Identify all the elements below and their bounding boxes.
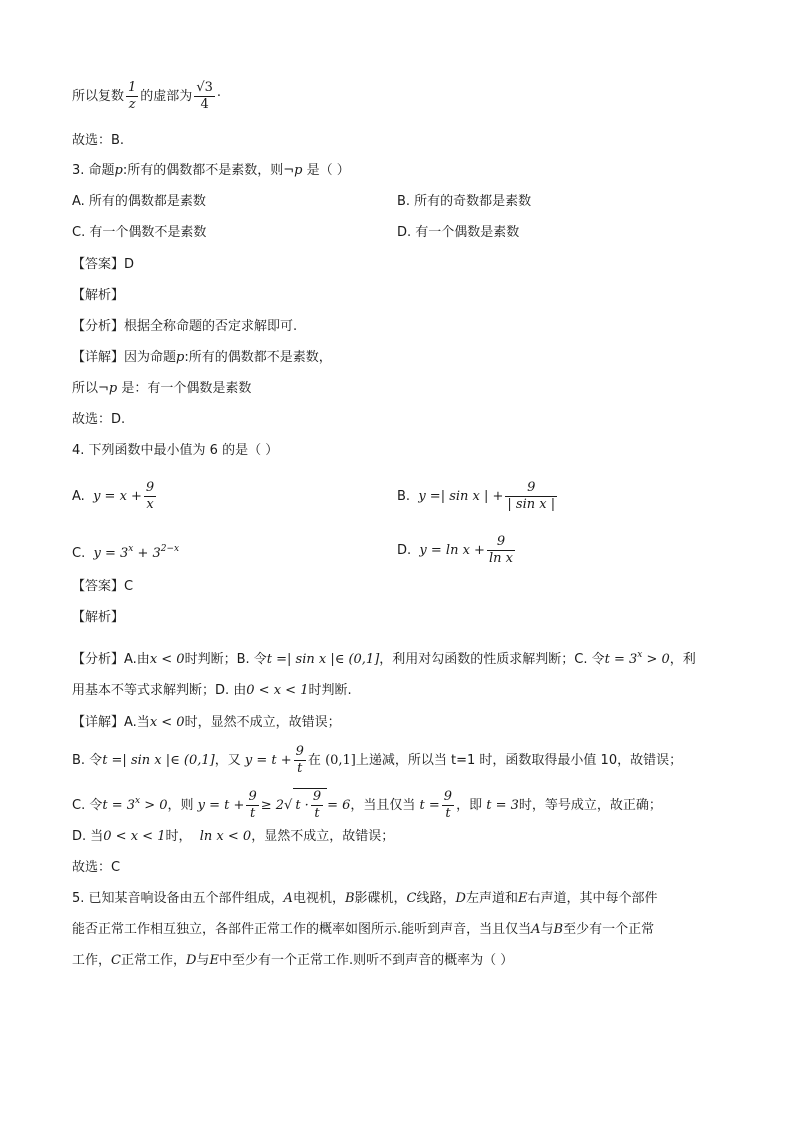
frac-den: t bbox=[445, 806, 451, 821]
math: E bbox=[209, 953, 219, 968]
q4-b-expr: y =| sin x | + bbox=[418, 489, 504, 504]
math: t = bbox=[419, 798, 440, 813]
math: B bbox=[553, 922, 564, 937]
q4-detail-b bbox=[72, 744, 682, 777]
text: 与 bbox=[540, 922, 554, 937]
frac-den: ln x bbox=[488, 551, 513, 566]
q3-stem-b: :所有的偶数都不是素数，则 bbox=[122, 163, 284, 178]
q3-answer: 【答案】D bbox=[72, 257, 135, 272]
math: B bbox=[344, 891, 355, 906]
q3-notp: ¬p bbox=[98, 381, 118, 396]
frac-num: 9 bbox=[145, 480, 155, 495]
text: ，当且仅当 bbox=[350, 798, 416, 813]
text: D. 当 bbox=[72, 829, 104, 844]
q4-detail-d bbox=[72, 828, 394, 846]
math: t · bbox=[295, 798, 309, 813]
text: ，利 bbox=[669, 652, 696, 667]
text: 中至少有一个正常工作.则听不到声音的概率为（ ） bbox=[218, 953, 514, 968]
q3-detail bbox=[72, 349, 332, 367]
text: 5. 已知某音响设备由五个部件组成， bbox=[72, 891, 284, 906]
math: (0,1] bbox=[325, 753, 356, 768]
q3-option-b: B. 所有的奇数都是素数 bbox=[397, 194, 532, 209]
math: ln x < 0 bbox=[199, 829, 252, 844]
math: C bbox=[406, 891, 417, 906]
math: t = 3 bbox=[486, 798, 519, 813]
text: ，利用对勾函数的性质求解判断；C. 令 bbox=[379, 652, 605, 667]
math-sup: x bbox=[637, 650, 643, 660]
text: 能否正常工作相互独立，各部件正常工作的概率如图所示.能听到声音，当且仅当 bbox=[72, 922, 532, 937]
math: E bbox=[517, 891, 528, 906]
frac-den: 4 bbox=[200, 97, 209, 112]
q4-option-a bbox=[72, 480, 158, 513]
q4-option-d bbox=[397, 534, 517, 567]
q3-so-a: 所以 bbox=[72, 381, 99, 396]
text: 时， bbox=[165, 829, 192, 844]
text: 时判断. bbox=[308, 683, 352, 698]
q4-c-base: y = 3 bbox=[93, 546, 129, 561]
frac-num: √3 bbox=[196, 80, 213, 95]
text: B. 令 bbox=[72, 753, 103, 768]
q4-d-frac bbox=[487, 534, 515, 567]
math: t =| sin x |∈ (0,1] bbox=[102, 753, 215, 768]
math: y = t + bbox=[197, 798, 245, 813]
q3-p: p bbox=[114, 163, 123, 178]
q3-stem-c: 是（ ） bbox=[302, 163, 350, 178]
frac-num: 9 bbox=[487, 534, 515, 551]
q4-analysis-line2 bbox=[72, 682, 352, 700]
frac-den: t bbox=[314, 806, 320, 821]
q3-option-c: C. 有一个偶数不是素数 bbox=[72, 225, 207, 240]
math: D bbox=[185, 953, 197, 968]
text: 时，等号成立，故正确； bbox=[518, 798, 662, 813]
q4-detail-b-frac bbox=[294, 744, 306, 777]
math: y = t + bbox=[244, 753, 292, 768]
math: 0 < x < 1 bbox=[246, 683, 309, 698]
q3-stem-a: 3. 命题 bbox=[72, 163, 115, 178]
text: 影碟机， bbox=[354, 891, 407, 906]
conclusion-prefix: 所以复数 bbox=[72, 89, 125, 104]
frac-den: t bbox=[297, 761, 303, 776]
text: ，又 bbox=[214, 753, 241, 768]
q4-stem: 4. 下列函数中最小值为 6 的是（ ） bbox=[72, 443, 279, 458]
frac-den: z bbox=[128, 97, 136, 112]
q5-line1 bbox=[72, 890, 657, 908]
math: t = 3 bbox=[604, 652, 638, 667]
math: x < 0 bbox=[149, 715, 185, 730]
q4-b-label: B. bbox=[397, 489, 411, 504]
math: = 6 bbox=[327, 798, 351, 813]
frac-num: 1 bbox=[128, 80, 137, 95]
q4-c-exp2: 2−x bbox=[160, 544, 180, 554]
math: A bbox=[531, 922, 541, 937]
q3-detail-b: :所有的偶数都不是素数， bbox=[184, 350, 332, 365]
q4-analysis-line1 bbox=[72, 646, 696, 669]
q4-d-label: D. bbox=[397, 543, 412, 558]
text: ，显然不成立，故错误； bbox=[251, 829, 395, 844]
q3-detail-a: 【详解】因为命题 bbox=[72, 350, 177, 365]
fraction-sqrt3-over-4 bbox=[194, 80, 215, 113]
text: 上递减，所以当 t=1 时，函数取得最小值 10，故错误； bbox=[355, 753, 683, 768]
math: D bbox=[455, 891, 466, 906]
q4-a-expr: y = x + bbox=[93, 489, 142, 504]
math: > 0 bbox=[140, 798, 168, 813]
q4-option-b bbox=[397, 480, 559, 513]
math: t =| sin x |∈ (0,1] bbox=[266, 652, 380, 667]
frac-den: x bbox=[146, 497, 154, 512]
q4-answer: 【答案】C bbox=[72, 579, 134, 594]
q4-detail-a bbox=[72, 714, 341, 732]
q4-d-expr: y = ln x + bbox=[419, 543, 485, 558]
q4-jiexi: 【解析】 bbox=[72, 610, 125, 625]
q3-option-a: A. 所有的偶数都是素数 bbox=[72, 194, 206, 209]
text: 时，显然不成立，故错误； bbox=[184, 715, 341, 730]
q3-so bbox=[72, 380, 251, 398]
text: 【分析】A.由 bbox=[72, 652, 150, 667]
text: ，即 bbox=[456, 798, 483, 813]
math: ≥ 2 bbox=[260, 798, 285, 813]
math: x < 0 bbox=[149, 652, 185, 667]
q3-analysis: 【分析】根据全称命题的否定求解即可. bbox=[72, 319, 298, 334]
math: > 0 bbox=[642, 652, 670, 667]
sqrt-expr bbox=[293, 788, 327, 822]
text: 工作， bbox=[72, 953, 112, 968]
q4-b-frac bbox=[505, 480, 557, 513]
q3-notp: ¬p bbox=[283, 163, 303, 178]
frac-num: 9 bbox=[443, 789, 453, 804]
q3-jiexi: 【解析】 bbox=[72, 288, 125, 303]
frac-den: t bbox=[249, 806, 256, 821]
text: 在 bbox=[307, 753, 321, 768]
text: 【详解】A.当 bbox=[72, 715, 150, 730]
frac-num: 9 bbox=[248, 789, 257, 804]
q3-choose: 故选：D. bbox=[72, 412, 126, 427]
q4-detail-c-frac2 bbox=[442, 789, 454, 822]
sqrt-frac bbox=[311, 789, 323, 822]
fraction-1-over-z bbox=[126, 80, 138, 113]
q4-detail-c: C. 令$t = 3^x > 0$，则 y = t + $\frac{9}{t}$ ≥ 2√ t · $\frac{9}{t}$ = 6，当且仅当 t = $\frac{9}{t}$ ，即 t = 3时，等号成立，故正确； bbox=[72, 789, 662, 821]
conclusion-line: 所以复数 $\frac{1}{z}$ 的虚部为 $\frac{√3}{4}$ · bbox=[72, 80, 222, 112]
q4-a-label: A. bbox=[72, 489, 85, 504]
q3-p: p bbox=[176, 350, 185, 365]
q4-detail-c-frac bbox=[246, 789, 258, 822]
q4-c-plus: + 3 bbox=[133, 546, 161, 561]
q3-stem bbox=[72, 162, 350, 180]
frac-num: 9 bbox=[295, 744, 304, 759]
q5-line3 bbox=[72, 952, 513, 970]
q4-a-frac bbox=[144, 480, 156, 513]
conclusion-mid: 的虚部为 bbox=[140, 89, 193, 104]
text: 电视机， bbox=[292, 891, 345, 906]
math-sup: x bbox=[135, 796, 141, 806]
q3-so-b: 是：有一个偶数是素数 bbox=[121, 381, 252, 396]
frac-num: 9 bbox=[505, 480, 557, 497]
text: 时判断；B. 令 bbox=[184, 652, 267, 667]
text: C. 令 bbox=[72, 798, 103, 813]
math: A bbox=[283, 891, 293, 906]
q3-option-d: D. 有一个偶数是素数 bbox=[397, 225, 520, 240]
math: C bbox=[111, 953, 121, 968]
frac-den: | sin x | bbox=[507, 497, 556, 512]
q4-choose: 故选：C bbox=[72, 860, 121, 875]
text: 正常工作， bbox=[120, 953, 186, 968]
choose-b-line: 故选：B. bbox=[72, 133, 125, 148]
text: 线路， bbox=[416, 891, 456, 906]
math: t = 3 bbox=[102, 798, 135, 813]
text: 左声道和 bbox=[465, 891, 518, 906]
math: 0 < x < 1 bbox=[103, 829, 166, 844]
q5-line2 bbox=[72, 921, 654, 939]
q4-c-exp1: x bbox=[128, 544, 134, 554]
q4-option-c bbox=[72, 540, 179, 563]
text: 至少有一个正常 bbox=[563, 922, 655, 937]
text: 与 bbox=[196, 953, 210, 968]
text: 右声道，其中每个部件 bbox=[527, 891, 658, 906]
q4-c-label: C. bbox=[72, 546, 86, 561]
text: 用基本不等式求解判断；D. 由 bbox=[72, 683, 247, 698]
text: ，则 bbox=[167, 798, 194, 813]
frac-num: 9 bbox=[312, 789, 322, 804]
